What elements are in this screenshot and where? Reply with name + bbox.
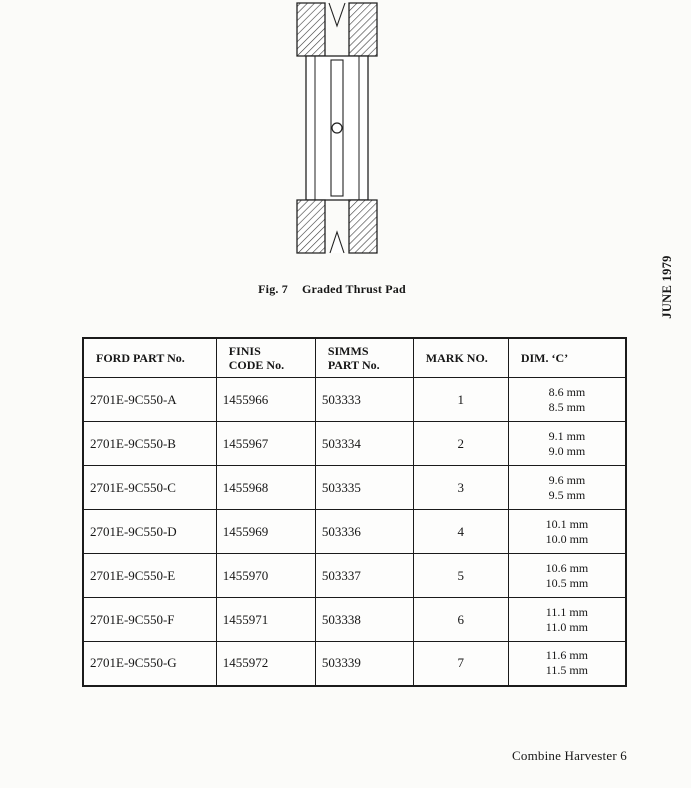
cell-dim-c <box>508 378 626 422</box>
dim-upper: 10.1 mm <box>545 516 589 531</box>
table-row <box>83 510 626 554</box>
header-finis-line1: FINIS <box>228 343 261 358</box>
cell-simms-part-no: 503335 <box>315 466 413 510</box>
header-dim-c: DIM. ‘C’ <box>508 338 626 378</box>
bottom-flange-left <box>297 200 325 253</box>
cell-ford-part-no: 2701E-9C550-E <box>83 554 216 598</box>
top-flange-right <box>349 3 377 56</box>
dim-upper: 9.6 mm <box>548 472 586 487</box>
top-groove <box>329 3 345 26</box>
cell-ford-part-no: 2701E-9C550-G <box>83 642 216 686</box>
cell-finis-code-no: 1455969 <box>216 510 315 554</box>
header-simms-line2: PART No. <box>327 358 380 372</box>
cell-ford-part-no: 2701E-9C550-D <box>83 510 216 554</box>
cell-simms-part-no: 503333 <box>315 378 413 422</box>
dim-upper: 8.6 mm <box>548 384 586 399</box>
cell-dim-c <box>508 422 626 466</box>
cell-ford-part-no: 2701E-9C550-A <box>83 378 216 422</box>
bottom-flange-right <box>349 200 377 253</box>
thrust-pad-cross-section <box>289 0 385 256</box>
thrust-pad-drawing <box>289 0 385 256</box>
cell-ford-part-no: 2701E-9C550-B <box>83 422 216 466</box>
center-hole <box>332 123 342 133</box>
dim-lower: 10.0 mm <box>545 531 589 546</box>
bottom-notch <box>330 232 344 253</box>
dim-lower: 11.5 mm <box>545 663 589 678</box>
dim-lower: 11.0 mm <box>545 619 589 634</box>
table-row <box>83 642 626 686</box>
page-footer: Combine Harvester 6 <box>512 748 627 763</box>
header-mark-no: MARK NO. <box>413 338 508 378</box>
figure-caption-label: Fig. 7 <box>258 282 288 296</box>
header-simms-line1: SIMMS <box>327 343 369 358</box>
cell-dim-c <box>508 642 626 686</box>
header-finis-code-no <box>216 338 315 378</box>
cell-simms-part-no: 503336 <box>315 510 413 554</box>
figure-caption-title: Graded Thrust Pad <box>302 282 406 296</box>
cell-mark-no: 6 <box>413 598 508 642</box>
cell-finis-code-no: 1455966 <box>216 378 315 422</box>
cell-ford-part-no: 2701E-9C550-C <box>83 466 216 510</box>
cell-mark-no: 5 <box>413 554 508 598</box>
table-row <box>83 378 626 422</box>
cell-finis-code-no: 1455968 <box>216 466 315 510</box>
table-row <box>83 422 626 466</box>
dim-upper: 9.1 mm <box>548 428 586 443</box>
cell-mark-no: 3 <box>413 466 508 510</box>
dim-lower: 9.5 mm <box>548 487 586 502</box>
top-flange-left <box>297 3 325 56</box>
cell-simms-part-no: 503337 <box>315 554 413 598</box>
header-simms-part-no <box>315 338 413 378</box>
cell-mark-no: 7 <box>413 642 508 686</box>
table-header-row <box>83 338 626 378</box>
cell-dim-c <box>508 598 626 642</box>
dim-upper: 11.1 mm <box>545 604 589 619</box>
cell-finis-code-no: 1455971 <box>216 598 315 642</box>
cell-ford-part-no: 2701E-9C550-F <box>83 598 216 642</box>
table-row <box>83 466 626 510</box>
table-row <box>83 598 626 642</box>
cell-dim-c <box>508 466 626 510</box>
table-row <box>83 554 626 598</box>
cell-dim-c <box>508 554 626 598</box>
cell-finis-code-no: 1455970 <box>216 554 315 598</box>
cell-mark-no: 2 <box>413 422 508 466</box>
figure-caption <box>212 282 452 297</box>
cell-dim-c <box>508 510 626 554</box>
table-header <box>83 338 626 378</box>
header-ford-part-no: FORD PART No. <box>83 338 216 378</box>
graded-thrust-pad-table <box>82 337 627 687</box>
cell-finis-code-no: 1455972 <box>216 642 315 686</box>
dim-lower: 9.0 mm <box>548 443 586 458</box>
cell-finis-code-no: 1455967 <box>216 422 315 466</box>
cell-simms-part-no: 503338 <box>315 598 413 642</box>
cell-simms-part-no: 503334 <box>315 422 413 466</box>
header-finis-line2: CODE No. <box>228 358 285 372</box>
cell-simms-part-no: 503339 <box>315 642 413 686</box>
dim-upper: 10.6 mm <box>545 560 589 575</box>
cell-mark-no: 4 <box>413 510 508 554</box>
dim-lower: 8.5 mm <box>548 399 586 414</box>
cell-mark-no: 1 <box>413 378 508 422</box>
page-date-vertical: JUNE 1979 <box>660 255 674 319</box>
table-body <box>83 378 626 686</box>
dim-upper: 11.6 mm <box>545 648 589 663</box>
dim-lower: 10.5 mm <box>545 575 589 590</box>
